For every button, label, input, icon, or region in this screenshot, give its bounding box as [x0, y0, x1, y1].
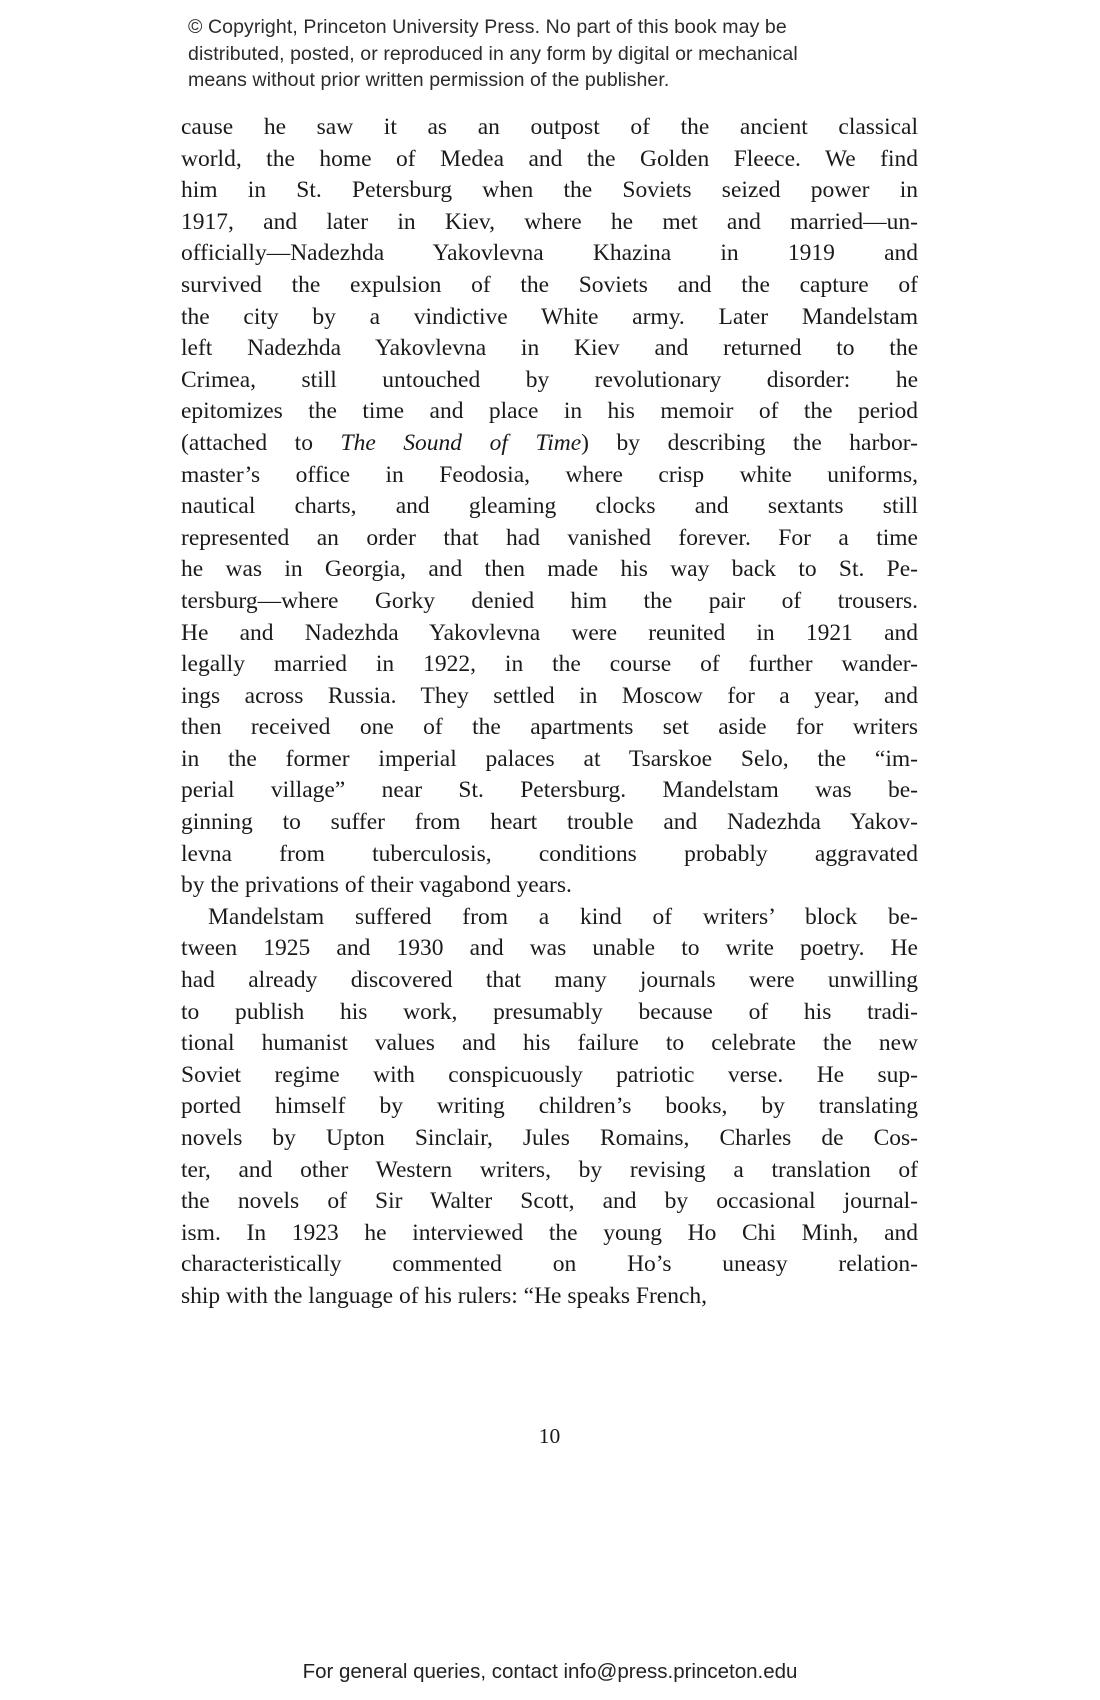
text-line	[181, 428, 918, 460]
copyright-line: means without prior written permission of the publisher.	[188, 69, 670, 91]
text-segment: legally married in 1922, in the course of further wander-	[181, 651, 918, 678]
page-number: 10	[538, 1424, 561, 1448]
text-line	[181, 144, 918, 176]
text-line	[181, 491, 918, 523]
text-line	[181, 744, 918, 776]
text-segment: Mandelstam suffered from a kind of writers’ block be-	[208, 903, 918, 930]
text-line	[181, 1281, 918, 1313]
text-segment: perial village” near St. Petersburg. Mandelstam was be-	[181, 777, 918, 804]
text-line	[181, 649, 918, 681]
text-segment: epitomizes the time and place in his memoir of the period	[181, 398, 918, 425]
text-line	[181, 238, 918, 270]
text-line	[181, 586, 918, 618]
text-line	[181, 175, 918, 207]
footer-contact: For general queries, contact info@press.princeton.edu	[302, 1660, 798, 1683]
text-segment: officially—Nadezhda Yakovlevna Khazina in 1919 and	[181, 240, 918, 267]
text-segment: then received one of the apartments set aside for writers	[181, 714, 918, 741]
text-line	[181, 618, 918, 650]
text-line	[181, 1091, 918, 1123]
text-segment: ter, and other Western writers, by revising a translation of	[181, 1156, 918, 1183]
text-line	[181, 1218, 918, 1250]
text-segment: represented an order that had vanished forever. For a time	[181, 524, 918, 551]
text-line	[181, 1123, 918, 1155]
body-text	[181, 112, 918, 1313]
text-segment: ginning to suffer from heart trouble and Nadezhda Yakov-	[181, 809, 918, 836]
text-line	[181, 302, 918, 334]
text-segment: the novels of Sir Walter Scott, and by occasional journal-	[181, 1188, 918, 1215]
italic-text: The Sound of Time	[340, 429, 582, 456]
text-segment: characteristically commented on Ho’s uneasy relation-	[181, 1251, 918, 1278]
text-segment: master’s office in Feodosia, where crisp white uniforms,	[181, 461, 918, 488]
text-line	[181, 396, 918, 428]
text-segment: ) by describing the harbor-	[581, 429, 918, 456]
text-line	[181, 807, 918, 839]
text-segment: levna from tuberculosis, conditions probably aggravated	[181, 840, 918, 867]
text-segment: ship with the language of his rulers: “He speaks French,	[181, 1282, 708, 1309]
text-segment: nautical charts, and gleaming clocks and sextants still	[181, 493, 918, 520]
text-segment: the city by a vindictive White army. Later Mandelstam	[181, 303, 918, 330]
text-segment: to publish his work, presumably because of his tradi-	[181, 998, 918, 1025]
text-line	[181, 1060, 918, 1092]
text-segment: ings across Russia. They settled in Moscow for a year, and	[181, 682, 918, 709]
copyright-line: © Copyright, Princeton University Press. No part of this book may be	[188, 16, 787, 38]
text-segment: He and Nadezhda Yakovlevna were reunited in 1921 and	[181, 619, 918, 646]
text-line	[181, 1028, 918, 1060]
text-line	[181, 270, 918, 302]
text-segment: tional humanist values and his failure to celebrate the new	[181, 1030, 918, 1057]
text-line	[181, 681, 918, 713]
text-segment: Crimea, still untouched by revolutionary disorder: he	[181, 366, 918, 393]
text-segment: 1917, and later in Kiev, where he met and married—un-	[181, 208, 918, 235]
text-line	[181, 870, 918, 902]
text-segment: had already discovered that many journals were unwilling	[181, 967, 918, 994]
text-segment: Soviet regime with conspicuously patriotic verse. He sup-	[181, 1061, 918, 1088]
text-line	[181, 965, 918, 997]
text-line	[181, 933, 918, 965]
text-segment: him in St. Petersburg when the Soviets seized power in	[181, 177, 918, 204]
text-line	[181, 997, 918, 1029]
text-line	[181, 775, 918, 807]
text-line	[181, 333, 918, 365]
text-segment: by the privations of their vagabond years.	[181, 872, 572, 899]
text-line	[181, 365, 918, 397]
text-line	[181, 554, 918, 586]
text-segment: left Nadezhda Yakovlevna in Kiev and returned to the	[181, 335, 918, 362]
text-segment: tersburg—where Gorky denied him the pair of trousers.	[181, 587, 918, 614]
text-segment: survived the expulsion of the Soviets and the capture of	[181, 271, 918, 298]
text-line	[181, 460, 918, 492]
text-segment: world, the home of Medea and the Golden Fleece. We find	[181, 145, 918, 172]
text-segment: ism. In 1923 he interviewed the young Ho Chi Minh, and	[181, 1219, 918, 1246]
text-segment: tween 1925 and 1930 and was unable to write poetry. He	[181, 935, 918, 962]
text-line	[181, 1186, 918, 1218]
text-line	[181, 1155, 918, 1187]
text-line	[181, 712, 918, 744]
text-line	[181, 523, 918, 555]
text-line	[181, 1249, 918, 1281]
text-segment: in the former imperial palaces at Tsarskoe Selo, the “im-	[181, 745, 918, 772]
text-segment: cause he saw it as an outpost of the ancient classical	[181, 114, 918, 140]
copyright-notice	[188, 14, 798, 94]
text-segment: novels by Upton Sinclair, Jules Romains, Charles de Cos-	[181, 1125, 918, 1151]
text-line	[181, 112, 918, 144]
text-line	[181, 207, 918, 239]
copyright-line: distributed, posted, or reproduced in any form by digital or mechanical	[188, 42, 798, 65]
text-segment: ported himself by writing children’s books, by translating	[181, 1093, 918, 1120]
text-line	[181, 902, 918, 934]
text-segment: (attached to	[181, 429, 341, 456]
text-segment: he was in Georgia, and then made his way back to St. Pe-	[181, 556, 918, 583]
text-line	[181, 839, 918, 871]
